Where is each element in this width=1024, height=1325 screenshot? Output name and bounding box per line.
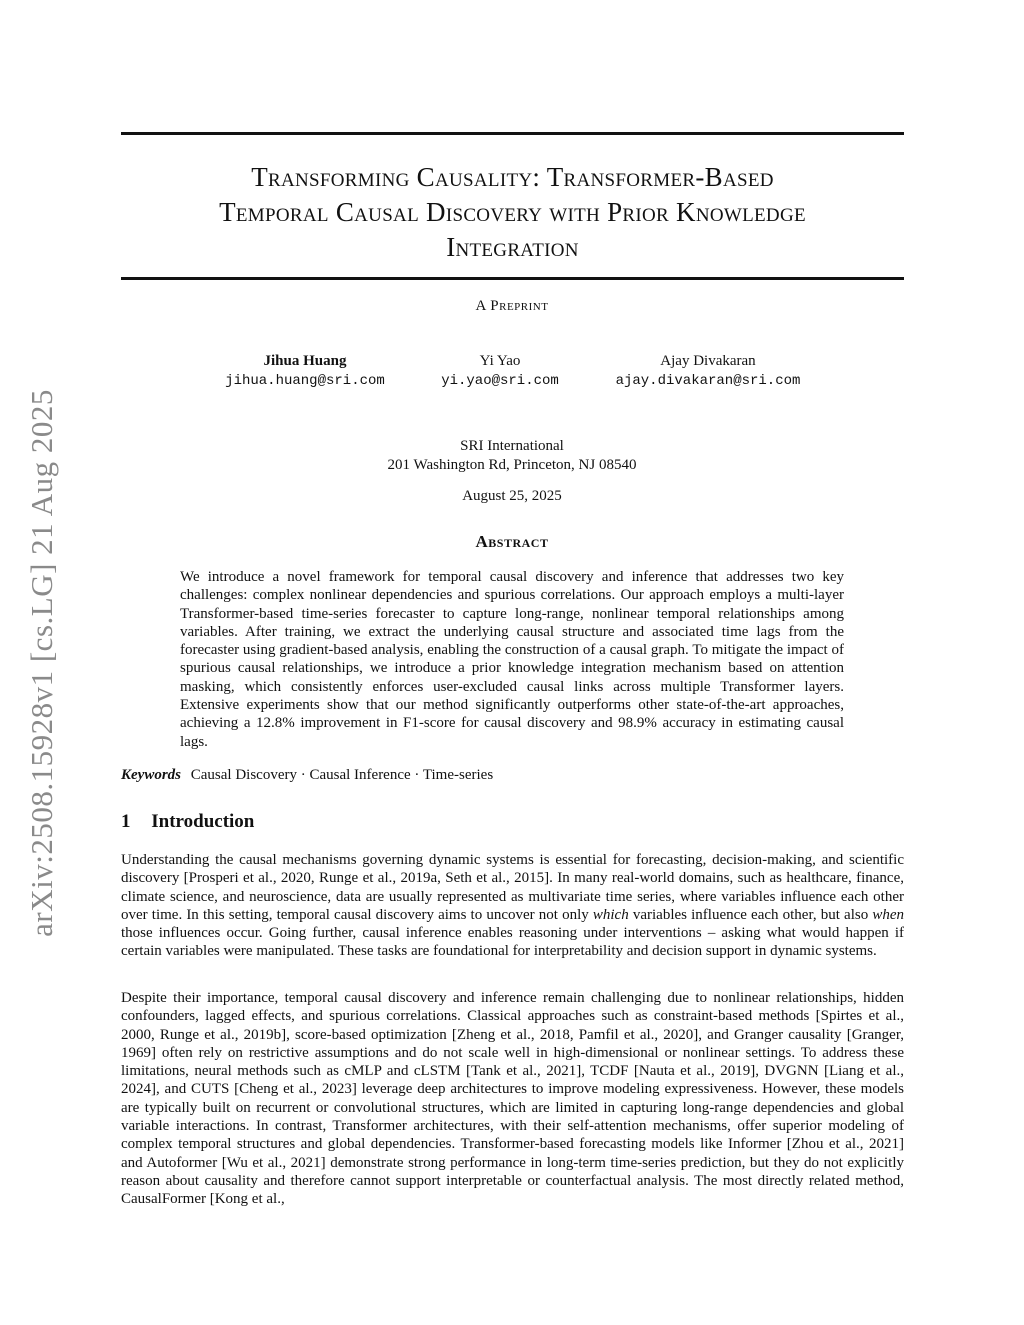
author-name: Yi Yao: [479, 353, 521, 369]
author-name: Ajay Divakaran: [660, 353, 756, 369]
paragraph-text: those influences occur. Going further, causal inference enables reasoning under interventions – asking what would happen if certain variables were manipulated. These tasks are foundational for interpretability and decision support in dynamic systems.: [121, 925, 904, 960]
arxiv-identifier-stamp[interactable]: arXiv:2508.15928v1 [cs.LG] 21 Aug 2025: [24, 389, 59, 937]
intro-paragraph-2: Despite their importance, temporal causal discovery and inference remain challenging due to nonlinear relationships, hidden confounders, lagged effects, and spurious correlations. Classical approaches such as constraint-based methods [Spirtes et al., 2000, Runge et al., 2019b], score-based optimization [Zheng et al., 2018, Pamfil et al., 2020], and Granger causality [Granger, 1969] often rely on restrictive assumptions and do not scale well in high-dimensional or nonlinear settings. To address these limitations, neural methods such as cMLP and cLSTM [Tank et al., 2021], TCDF [Nauta et al., 2019], DVGNN [Liang et al., 2024], and CUTS [Cheng et al., 2023] leverage deep architectures to improve modeling expressiveness. However, these models are typically built on recurrent or convolutional structures, which are limited in capturing long-range dependencies and global variable interactions. In contrast, Transformer architectures, with their self-attention mechanisms, offer superior modeling of complex temporal structures and global dependencies. Transformer-based forecasting models like Informer [Zhou et al., 2021] and Autoformer [Wu et al., 2021] demonstrate strong performance in long-term time-series prediction, but they do not explicitly reason about causality and therefore cannot support interpretable or counterfactual analysis. The most directly related method, CausalFormer [Kong et al.,: [121, 990, 904, 1208]
publication-date: August 25, 2025: [462, 488, 562, 504]
keywords-text: Causal Discovery · Causal Inference · Time-series: [190, 767, 494, 783]
affiliation: [0, 437, 1024, 475]
affiliation-address: 201 Washington Rd, Princeton, NJ 08540: [387, 457, 637, 473]
title-line-1: Transforming Causality: Transformer-Based: [251, 162, 774, 192]
abstract-heading: Abstract: [475, 532, 549, 551]
title-line-3: Integration: [446, 232, 579, 262]
title-bottom-rule: [121, 277, 904, 280]
emphasis-when: when: [872, 906, 904, 923]
section-number: 1: [121, 811, 131, 832]
keywords-label: Keywords: [121, 767, 181, 783]
section-heading-introduction: [121, 811, 254, 833]
section-title: Introduction: [151, 811, 255, 832]
author-email[interactable]: jihua.huang@sri.com: [225, 373, 385, 389]
abstract-text: We introduce a novel framework for temporal causal discovery and inference that addresses two key challenges: complex nonlinear dependencies and spurious correlations. Our approach employs a multi-layer Transformer-based time-series forecaster to capture long-range, nonlinear temporal relationships among variables. After training, we extract the underlying causal structure and associated time lags from the forecaster using gradient-based analysis, enabling the construction of a causal graph. To mitigate the impact of spurious causal relationships, we introduce a prior knowledge integration mechanism based on attention masking, which consistently enforces user-excluded causal links across multiple Transformer layers. Extensive experiments show that our method significantly outperforms other state-of-the-art approaches, achieving a 12.8% improvement in F1-score for causal discovery and 98.9% accuracy in estimating causal lags.: [180, 569, 844, 750]
paragraph-text: variables influence each other, but also: [628, 906, 873, 923]
author-block-3: [578, 351, 838, 391]
title-line-2: Temporal Causal Discovery with Prior Knowledge: [219, 197, 806, 227]
title-top-rule: [121, 132, 904, 135]
author-email[interactable]: yi.yao@sri.com: [441, 373, 559, 389]
paragraph-text: Understanding the causal mechanisms governing dynamic systems is essential for forecasting, decision-making, and scientific discovery [Prosperi et al., 2020, Runge et al., 2019a, Seth et al., 2015]. In many real-world domains, such as healthcare, finance, climate science, and neuroscience, data are usually represented as multivariate time series, where variables influence each other over time. In this setting, temporal causal discovery aims to uncover not only: [121, 852, 904, 923]
author-name: Jihua Huang: [263, 353, 347, 369]
paper-title: [121, 160, 904, 265]
author-email[interactable]: ajay.divakaran@sri.com: [615, 373, 801, 389]
intro-paragraph-1: [121, 851, 904, 961]
affiliation-org: SRI International: [460, 438, 564, 454]
emphasis-which: which: [592, 906, 629, 923]
keywords-line: [121, 767, 493, 784]
preprint-label: A Preprint: [475, 298, 549, 314]
